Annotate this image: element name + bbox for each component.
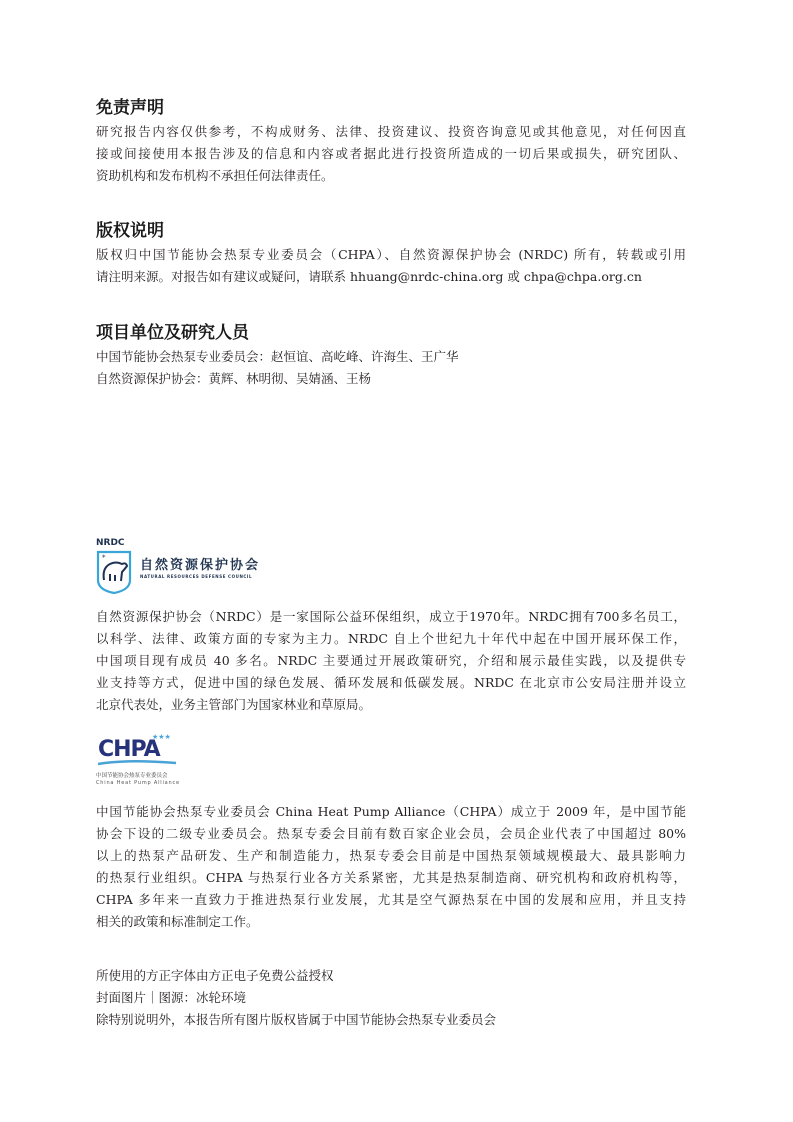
chpa-line: 中国节能协会热泵专业委员会 China Heat Pump Alliance（CHPA）成立于 2009 年，是中国节能 — [96, 804, 686, 819]
copyright-title: 版权说明 — [96, 221, 164, 241]
chpa-line: 以上的热泵产品研发、生产和制造能力，热泵专委会目前是中国热泵领域规模最大、最具影响力 — [96, 848, 686, 863]
chpa-line: 的热泵行业组织。CHPA 与热泵行业各方关系紧密，尤其是热泵制造商、研究机构和政府机构等， — [96, 870, 686, 885]
disclaimer-title: 免责声明 — [96, 98, 164, 118]
team-line: 中国节能协会热泵专业委员会：赵恒谊、高屹峰、许海生、王广华 — [96, 349, 459, 364]
nrdc-line: 业支持等方式，促进中国的绿色发展、循环发展和低碳发展。NRDC 在北京市公安局注册并设立 — [96, 675, 686, 690]
nrdc-logo-abbr: NRDC — [96, 538, 125, 548]
team-line: 自然资源保护协会：黄辉、林明彻、吴婧涵、王杨 — [96, 371, 372, 386]
chpa-logo-abbr: CHPA — [98, 737, 160, 762]
team-title: 项目单位及研究人员 — [96, 323, 249, 343]
nrdc-line: 自然资源保护协会（NRDC）是一家国际公益环保组织，成立于1970年。NRDC拥有700多名员工， — [96, 609, 686, 624]
chpa-logo-cn: 中国节能协会热泵专业委员会 — [96, 773, 168, 779]
chpa-logo — [96, 735, 186, 791]
wave-icon — [96, 759, 178, 767]
nrdc-line: 以科学、法律、政策方面的专家为主力。NRDC 自上个世纪九十年代中起在中国开展环保工作， — [96, 631, 686, 646]
footer-line: 除特别说明外，本报告所有图片版权皆属于中国节能协会热泵专业委员会 — [96, 1012, 497, 1027]
nrdc-line: 北京代表处，业务主管部门为国家林业和草原局。 — [96, 697, 372, 712]
svg-text:*: * — [102, 554, 106, 562]
disclaimer-line: 资助机构和发布机构不承担任何法律责任。 — [96, 168, 334, 183]
footer-line: 所使用的方正字体由方正电子免费公益授权 — [96, 968, 334, 983]
chpa-line: 相关的政策和标准制定工作。 — [96, 914, 259, 929]
chpa-line: 协会下设的二级专业委员会。热泵专委会目前有数百家企业会员，会员企业代表了中国超过 80% — [96, 826, 686, 841]
nrdc-logo — [96, 538, 286, 594]
copyright-line: 版权归中国节能协会热泵专业委员会（CHPA）、自然资源保护协会 (NRDC) 所有，转载或引用 — [96, 247, 686, 262]
disclaimer-line: 研究报告内容仅供参考，不构成财务、法律、投资建议、投资咨询意见或其他意见，对任何因直 — [96, 124, 686, 139]
nrdc-logo-cn: 自然资源保护协会 — [140, 558, 261, 573]
chpa-logo-en: China Heat Pump Alliance — [96, 780, 180, 786]
nrdc-logo-en: NATURAL RESOURCES DEFENSE COUNCIL — [140, 574, 253, 579]
footer-line: 封面图片｜图源：冰轮环境 — [96, 990, 247, 1005]
polar-bear-shield-icon — [96, 550, 132, 594]
stars-icon: ★★★ — [152, 733, 171, 741]
copyright-line: 请注明来源。对报告如有建议或疑问，请联系 hhuang@nrdc-china.org 或 chpa@chpa.org.cn — [96, 269, 642, 284]
chpa-line: CHPA 多年来一直致力于推进热泵行业发展，尤其是空气源热泵在中国的发展和应用，并且支持 — [96, 892, 686, 907]
disclaimer-line: 接或间接使用本报告涉及的信息和内容或者据此进行投资所造成的一切后果或损失，研究团队、 — [96, 146, 686, 161]
nrdc-line: 中国项目现有成员 40 多名。NRDC 主要通过开展政策研究，介绍和展示最佳实践，以及提供专 — [96, 653, 686, 668]
